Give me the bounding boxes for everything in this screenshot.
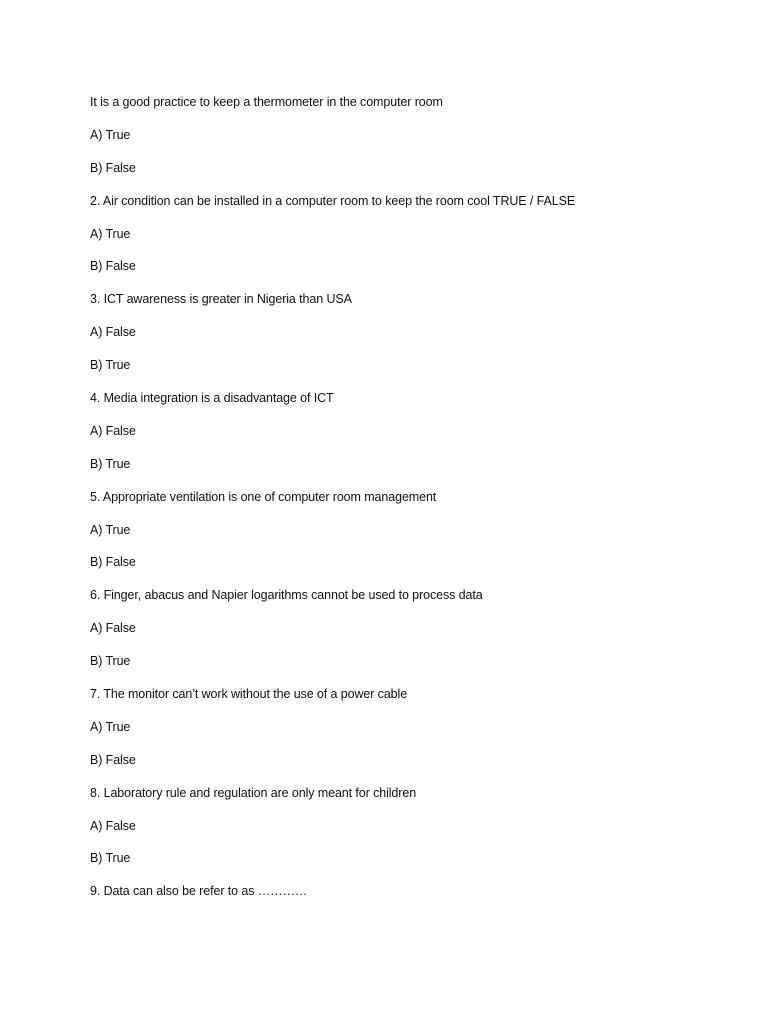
question-8-option-b: B) True — [90, 851, 131, 866]
question-6-option-a: A) False — [90, 621, 136, 636]
question-list — [90, 92, 730, 914]
question-6-option-b: B) True — [90, 654, 131, 669]
question-1-option-a: A) True — [90, 127, 131, 142]
question-7-option-a: A) True — [90, 719, 131, 734]
question-4-option-a: A) False — [90, 423, 136, 438]
question-8: 8. Laboratory rule and regulation are only meant for children — [90, 785, 417, 800]
question-5-option-b: B) False — [90, 555, 136, 570]
question-1: It is a good practice to keep a thermometer in the computer room — [90, 95, 443, 109]
question-4-option-b: B) True — [90, 456, 131, 471]
question-7: 7. The monitor can’t work without the use of a power cable — [90, 687, 408, 702]
question-5: 5. Appropriate ventilation is one of computer room management — [90, 489, 437, 504]
question-9: 9. Data can also be refer to as ………… — [90, 884, 308, 899]
question-3-option-a: A) False — [90, 325, 136, 340]
question-3: 3. ICT awareness is greater in Nigeria than USA — [90, 292, 352, 307]
question-2: 2. Air condition can be installed in a computer room to keep the room cool TRUE / FALSE — [90, 193, 576, 208]
question-1-option-b: B) False — [90, 160, 136, 175]
question-2-option-b: B) False — [90, 259, 136, 274]
question-6: 6. Finger, abacus and Napier logarithms cannot be used to process data — [90, 588, 483, 603]
question-8-option-a: A) False — [90, 818, 136, 833]
question-7-option-b: B) False — [90, 752, 136, 767]
question-5-option-a: A) True — [90, 522, 131, 537]
question-3-option-b: B) True — [90, 358, 131, 373]
question-2-option-a: A) True — [90, 226, 131, 241]
question-4: 4. Media integration is a disadvantage of ICT — [90, 391, 334, 406]
